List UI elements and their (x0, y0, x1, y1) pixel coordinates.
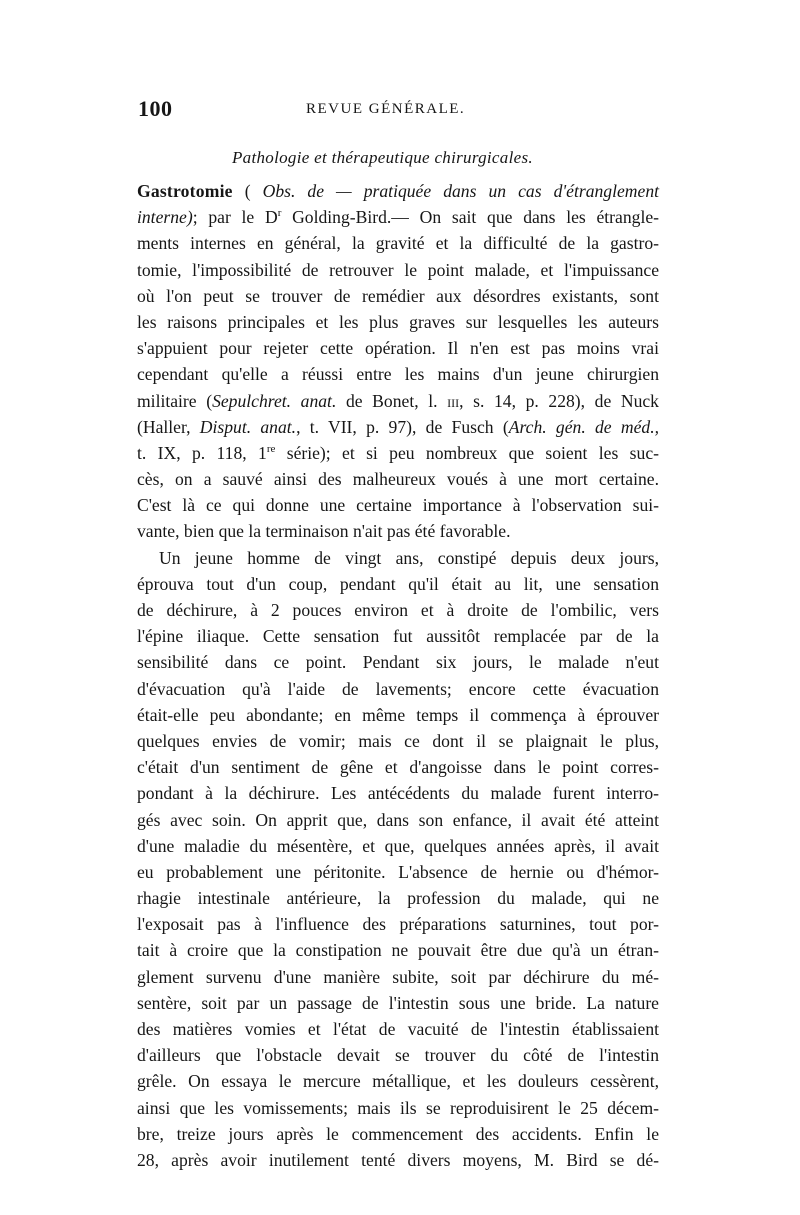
text-line: ainsi que les vomissements; mais ils se reproduisirent le 25 décem- (137, 1097, 659, 1118)
article-heading: Gastrotomie (137, 181, 233, 201)
text-line: vante, bien que la terminaison n'ait pas été favorable. (137, 521, 511, 542)
text-line: pondant à la déchirure. Les antécédents du malade furent interro- (137, 783, 659, 804)
text-line: (Haller, Disput. anat., t. VII, p. 97), de Fusch (Arch. gén. de méd., (137, 416, 659, 437)
text-line: était-elle peu abondante; en même temps il commença à éprouver (137, 704, 659, 725)
text-line: l'exposait pas à l'influence des préparations saturnines, tout por- (137, 914, 659, 935)
text-line: militaire (Sepulchret. anat. de Bonet, l. iii, s. 14, p. 228), de Nuck (137, 390, 659, 411)
text-line: cependant qu'elle a réussi entre les mains d'un jeune chirurgien (137, 364, 659, 385)
text-line: rhagie intestinale antérieure, la profession du malade, qui ne (137, 888, 659, 909)
text-line: interne); par le $D^r$ Golding-Bird.— On sait que dans les étrangle- (137, 207, 659, 228)
text-line: éprouva tout d'un coup, pendant qu'il était au lit, une sensation (137, 573, 659, 594)
text-line: Gastrotomie ( Obs. de — pratiquée dans un cas d'étranglement (137, 181, 659, 201)
text-line: d'évacuation qu'à l'aide de lavements; encore cette évacuation (137, 678, 659, 699)
text-line: s'appuient pour rejeter cette opération. Il n'en est pas moins vrai (137, 338, 659, 359)
text-line: quelques envies de vomir; mais ce dont il se plaignait le plus, (137, 730, 659, 751)
text-line: l'épine iliaque. Cette sensation fut aussitôt remplacée par de la (137, 626, 659, 647)
text-line: gés avec soin. On apprit que, dans son enfance, il avait été atteint (137, 809, 659, 830)
text-line: cès, on a sauvé ainsi des malheureux voués à une mort certaine. (137, 469, 659, 490)
text-line: des matières vomies et l'état de vacuité de l'intestin établissaient (137, 1019, 659, 1039)
page-number: 100 (138, 96, 173, 121)
text-line: 28, après avoir inutilement tenté divers moyens, M. Bird se dé- (137, 1149, 659, 1170)
text-line: sentère, soit par un passage de l'intestin sous une bride. La nature (137, 992, 659, 1013)
page-header (138, 96, 658, 126)
text-line: tomie, l'impossibilité de retrouver le point malade, et l'impuissance (137, 259, 659, 280)
text-line: d'une maladie du mésentère, et que, quelques années après, il avait (137, 835, 659, 856)
text-line: bre, treize jours après le commencement des accidents. Enfin le (137, 1123, 659, 1144)
text-line: sensibilité dans ce point. Pendant six jours, le malade n'eut (137, 652, 659, 673)
text-line: d'ailleurs que l'obstacle devait se trouver du côté de l'intestin (137, 1045, 659, 1066)
text-line: où l'on peut se trouver de remédier aux désordres existants, sont (137, 285, 659, 306)
text-line: de déchirure, à 2 pouces environ et à droite de l'ombilic, vers (137, 600, 659, 620)
text-line: eu probablement une péritonite. L'absence de hernie ou d'hémor- (137, 861, 659, 882)
text-line: t. IX, p. 118, 1re série); et si peu nombreux que soient les suc- (137, 442, 659, 463)
section-title: Pathologie et thérapeutique chirurgicales. (232, 148, 533, 167)
text-line: c'était d'un sentiment de gêne et d'angoisse dans le point corres- (137, 757, 659, 778)
text-line: ments internes en général, la gravité et la difficulté de la gastro- (137, 233, 659, 254)
text-line: les raisons principales et les plus graves sur lesquelles les auteurs (137, 311, 659, 332)
text-line: tait à croire que la constipation ne pouvait être due qu'à un étran- (137, 940, 659, 961)
body-text (137, 178, 659, 1173)
text-line: glement survenu d'une manière subite, soit par déchirure du mé- (137, 966, 659, 987)
running-title: REVUE GÉNÉRALE. (306, 101, 466, 117)
text-line: Un jeune homme de vingt ans, constipé depuis deux jours, (159, 547, 659, 568)
text-line: C'est là ce qui donne une certaine importance à l'observation sui- (137, 495, 659, 516)
text-line: grêle. On essaya le mercure métallique, et les douleurs cessèrent, (137, 1071, 659, 1092)
